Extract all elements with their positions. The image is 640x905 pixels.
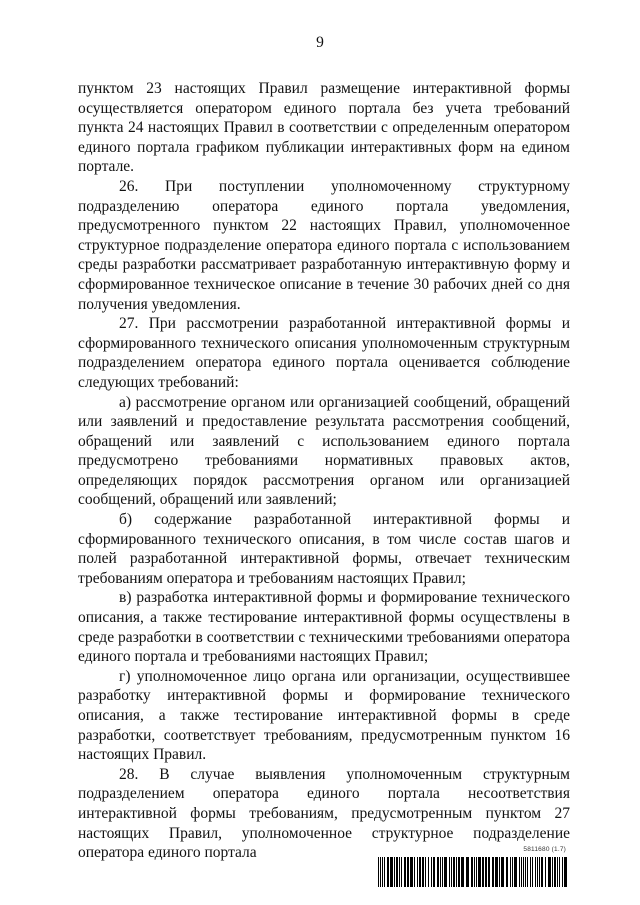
document-body xyxy=(78,79,570,863)
paragraph-26: 26. При поступлении уполномоченному структурному подразделению оператора единого портала уведомления, предусмотренного пунктом 22 настоящих Правил, уполномоченное структурное подразделение оператора единого портала с использованием среды разработки рассматривает разработанную интерактивную форму и сформированное техническое описание в течение 30 рабочих дней со дня получения уведомления. xyxy=(78,177,570,313)
subparagraph-v: в) разработка интерактивной формы и формирование технического описания, а также тестирование интерактивной формы осуществлены в среде разработки в соответствии с техническими требованиями оператора единого портала и требованиями настоящих Правил; xyxy=(78,589,570,666)
barcode-block xyxy=(378,846,570,892)
barcode-icon xyxy=(378,857,570,887)
paragraph-27: 27. При рассмотрении разработанной интерактивной формы и сформированного технического описания уполномоченным структурным подразделением оператора единого портала оценивается соблюдение следующих требований: xyxy=(78,315,570,391)
subparagraph-g: г) уполномоченное лицо органа или организации, осуществившее разработку интерактивной формы и формирование технического описания, а также тестирование интерактивной формы в среде разработки, соответствует требованиям, предусмотренным пунктом 16 настоящих Правил. xyxy=(78,667,570,764)
paragraph-continuation: пунктом 23 настоящих Правил размещение интерактивной формы осуществляется оператором единого портала без учета требований пункта 24 настоящих Правил в соответствии с определенным оператором единого портала графиком публикации интерактивных форм на едином портале. xyxy=(78,80,570,176)
subparagraph-a: а) рассмотрение органом или организацией сообщений, обращений или заявлений и предоставление результата рассмотрения сообщений, обращений или заявлений с использованием единого портала предусмотрено требованиями нормативных правовых актов, определяющих порядок рассмотрения органом или организацией сообщений, обращений или заявлений; xyxy=(78,393,570,509)
page-number: 9 xyxy=(316,34,324,51)
barcode-code: 5811680 (1.7) xyxy=(523,846,566,853)
paragraph-28: 28. В случае выявления уполномоченным структурным подразделением оператора единого портала несоответствия интерактивной формы требованиям, предусмотренным пунктом 27 настоящих Правил, уполномоченное структурное подразделение оператора единого портала xyxy=(78,765,570,862)
subparagraph-b: б) содержание разработанной интерактивной формы и сформированного технического описания, в том числе состав шагов и полей разработанной интерактивной формы, отвечает техническим требованиям оператора и требованиям настоящих Правил; xyxy=(78,511,570,587)
